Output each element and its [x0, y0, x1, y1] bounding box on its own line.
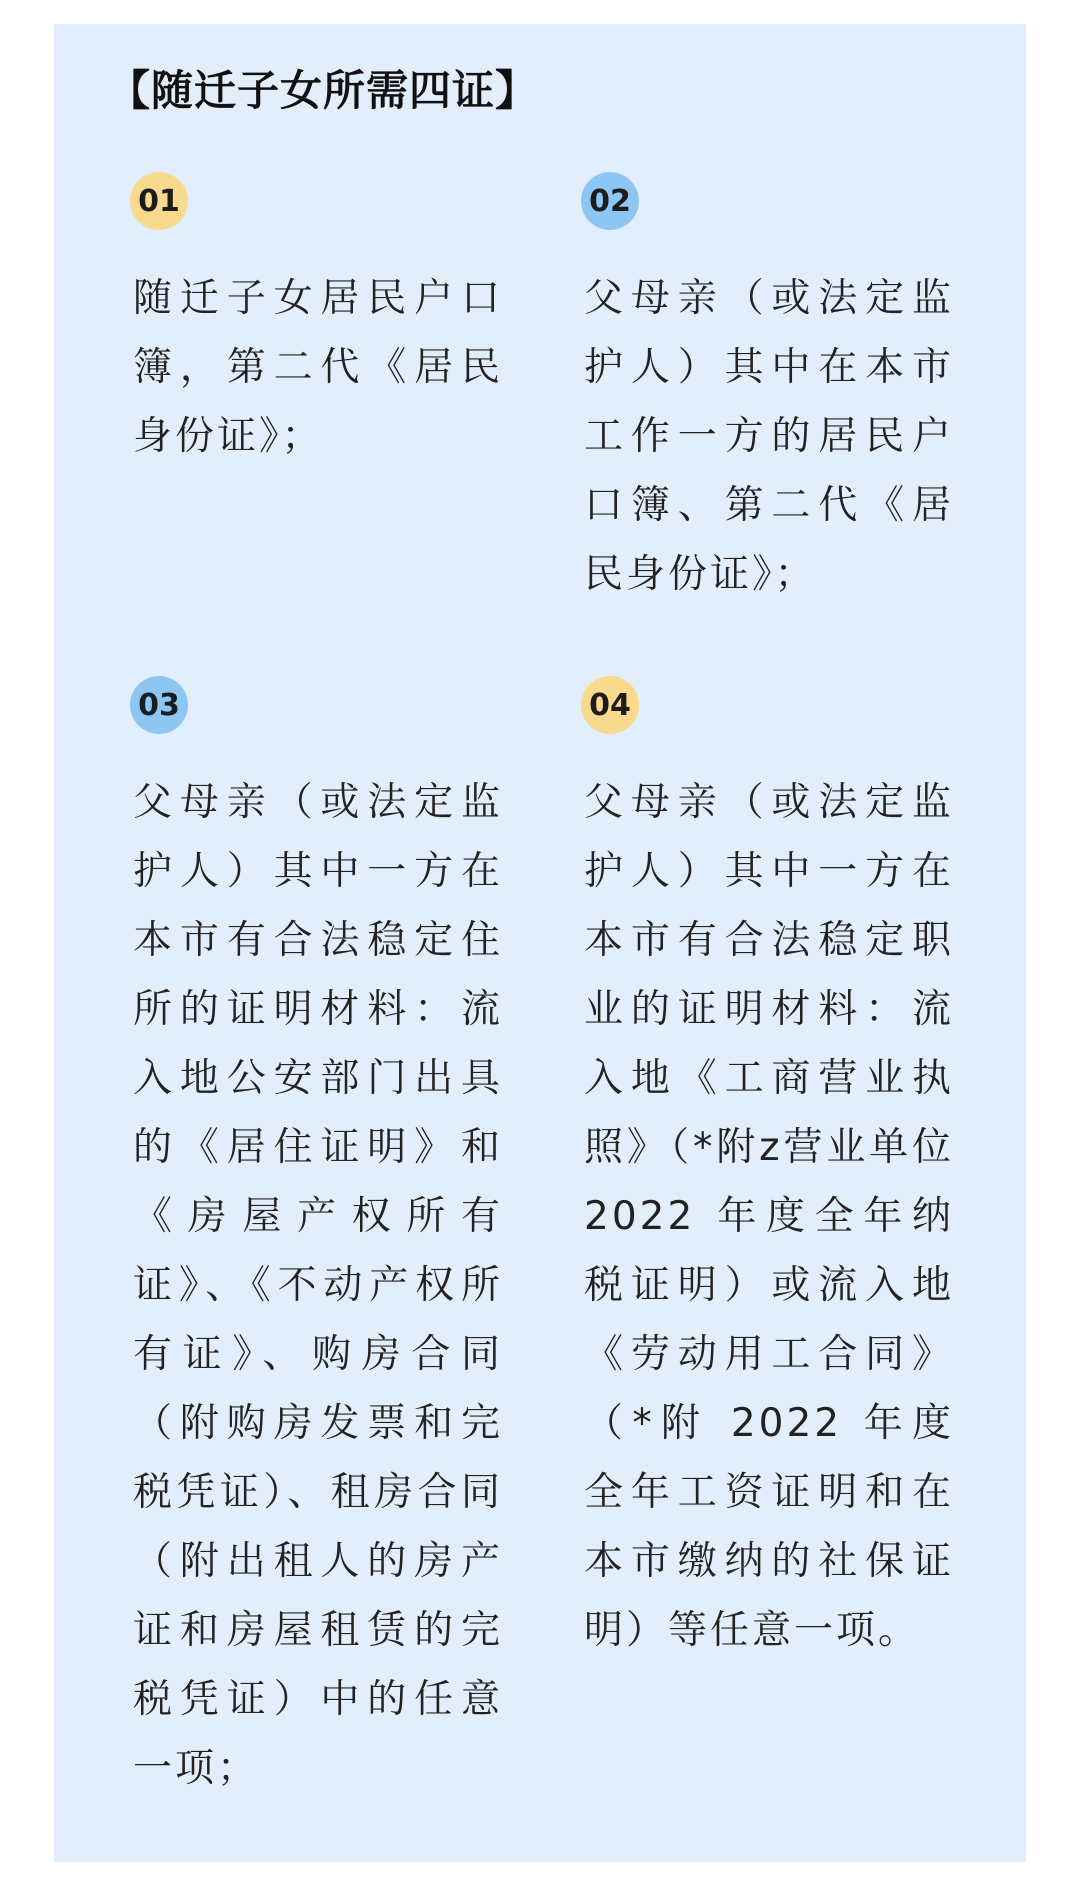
number-badge: 03: [130, 676, 188, 734]
requirement-text: 父母亲（或法定监护人）其中在本市工作一方的居民户口簿、第二代《居民身份证》；: [584, 276, 954, 597]
requirement-item-4: [584, 676, 954, 1665]
requirement-text: 父母亲（或法定监护人）其中一方在本市有合法稳定住所的证明材料：流入地公安部门出具的《居住证明》和《房屋产权所有证》、《不动产权所有证》、购房合同（附购房发票和完税凭证）、租房合同（附出租人的房产证和房屋租赁的完税凭证）中的任意一项；: [133, 780, 503, 1791]
section-title: 【随迁子女所需四证】: [108, 66, 539, 115]
number-badge: 01: [130, 172, 188, 230]
requirement-text: 父母亲（或法定监护人）其中一方在本市有合法稳定职业的证明材料：流入地《工商营业执照》（*附z营业单位 2022 年度全年纳税证明）或流入地《劳动用工合同》（*附 2022 年度全年工资证明和在本市缴纳的社保证明）等任意一项。: [584, 780, 954, 1653]
requirement-item-2: [584, 172, 954, 609]
number-badge: 02: [581, 172, 639, 230]
number-badge: 04: [581, 676, 639, 734]
requirement-item-1: [133, 172, 503, 471]
requirement-text: 随迁子女居民户口簿，第二代《居民身份证》；: [133, 276, 503, 459]
requirement-item-3: [133, 676, 503, 1803]
